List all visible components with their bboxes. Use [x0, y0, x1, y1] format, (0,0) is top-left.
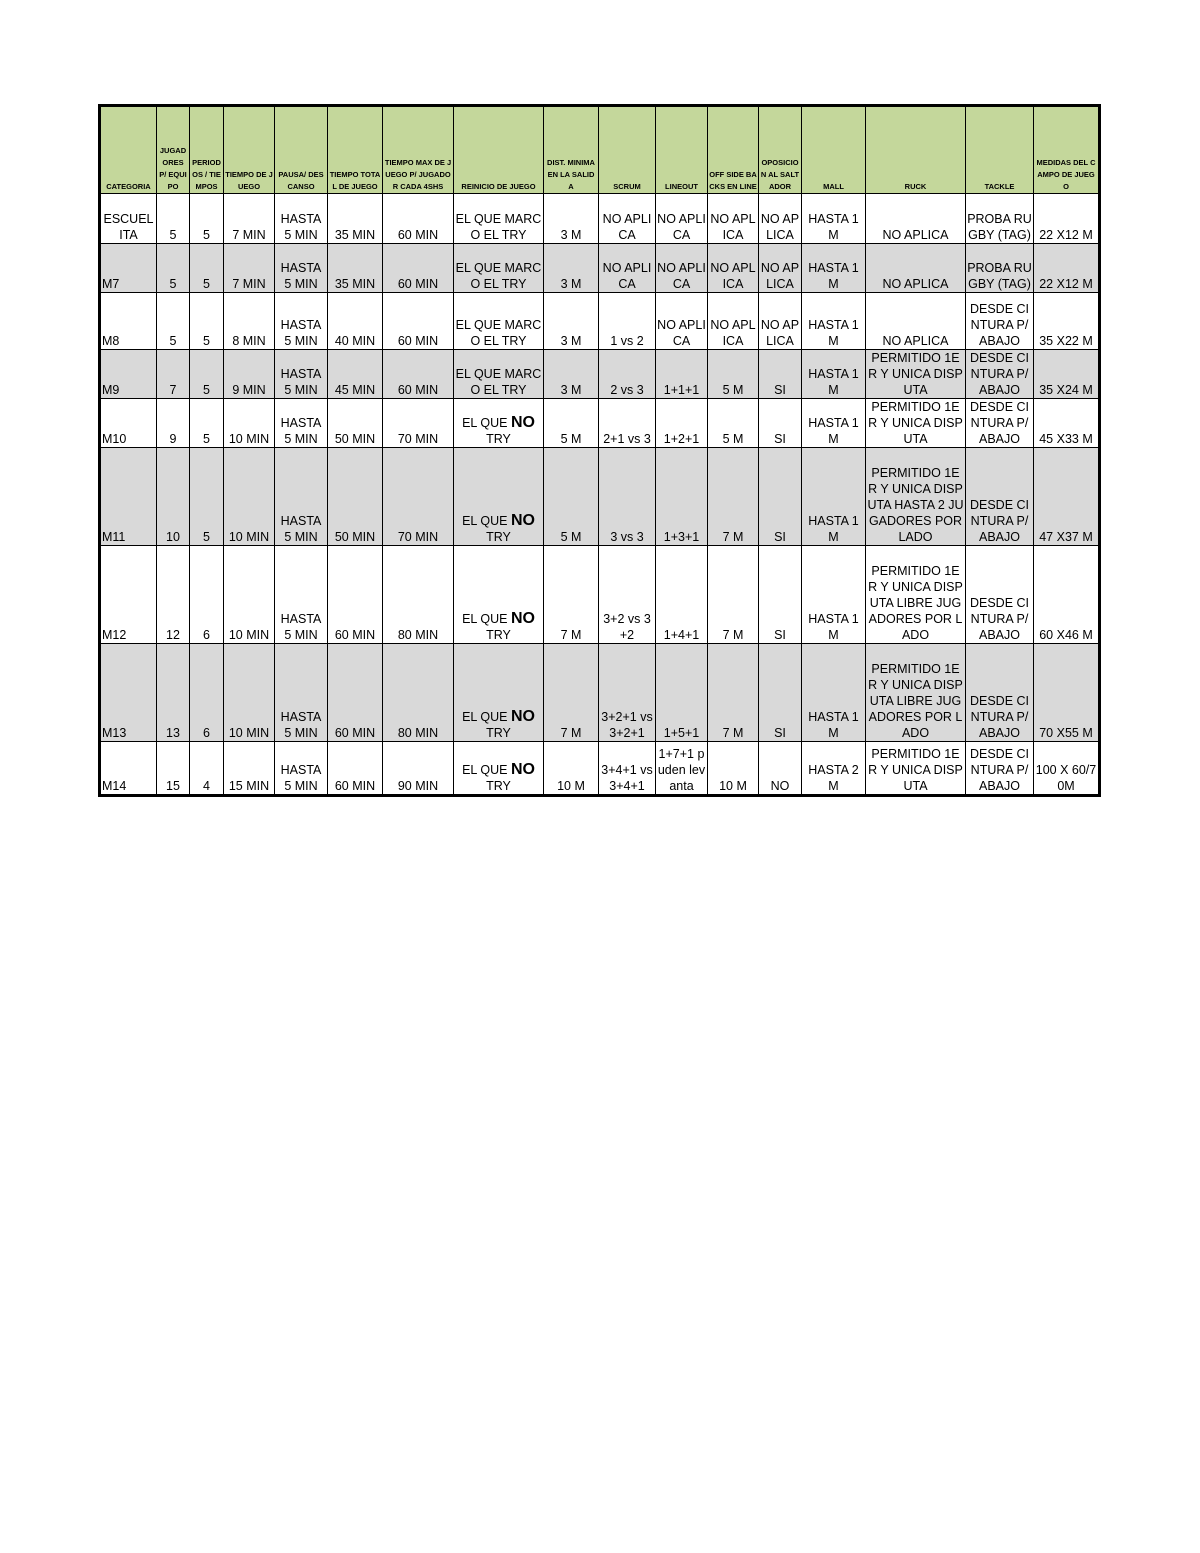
cell-reinicio: EL QUE MARCO EL TRY	[454, 244, 544, 293]
reinicio-prefix: EL QUE	[462, 612, 508, 626]
cell-categoria: M7	[100, 244, 157, 293]
cell-jugadores: 15	[157, 742, 190, 796]
cell-offside: 10 M	[708, 742, 759, 796]
cell-tackle: PROBA RUGBY (TAG)	[966, 194, 1034, 244]
reinicio-suffix: TRY	[486, 726, 511, 740]
table-row	[100, 350, 1100, 399]
cell-pausa: HASTA 5 MIN	[275, 350, 328, 399]
cell-ruck: NO APLICA	[866, 293, 966, 350]
cell-total: 50 MIN	[328, 399, 383, 448]
cell-mall: HASTA 1 M	[802, 244, 866, 293]
cell-reinicio	[454, 546, 544, 644]
cell-tackle: DESDE CINTURA P/ ABAJO	[966, 399, 1034, 448]
reinicio-no-emphasis: NO	[510, 761, 535, 778]
cell-categoria: M12	[100, 546, 157, 644]
cell-dist: 3 M	[544, 244, 599, 293]
cell-max: 80 MIN	[383, 546, 454, 644]
cell-categoria: M9	[100, 350, 157, 399]
header-pausa: PAUSA/ DESCANSO	[275, 106, 328, 194]
header-tiempo-max: TIEMPO MAX DE JUEGO P/ JUGADOR CADA 4SHS	[383, 106, 454, 194]
cell-max: 70 MIN	[383, 399, 454, 448]
cell-oposicion: NO APLICA	[759, 244, 802, 293]
cell-tackle: DESDE CINTURA P/ ABAJO	[966, 546, 1034, 644]
header-offside: OFF SIDE BACKS EN LINE	[708, 106, 759, 194]
cell-mall: HASTA 1 M	[802, 644, 866, 742]
cell-scrum: NO APLICA	[599, 244, 656, 293]
cell-scrum: NO APLICA	[599, 194, 656, 244]
reinicio-no-emphasis: NO	[510, 708, 535, 725]
cell-dist: 5 M	[544, 399, 599, 448]
cell-total: 45 MIN	[328, 350, 383, 399]
reinicio-suffix: TRY	[486, 432, 511, 446]
cell-jugadores: 5	[157, 244, 190, 293]
cell-lineout: 1+5+1	[656, 644, 708, 742]
cell-reinicio	[454, 742, 544, 796]
cell-pausa: HASTA 5 MIN	[275, 448, 328, 546]
cell-tiempo: 10 MIN	[224, 448, 275, 546]
cell-categoria: ESCUELITA	[100, 194, 157, 244]
cell-mall: HASTA 1 M	[802, 546, 866, 644]
header-jugadores: JUGADORES P/ EQUIPO	[157, 106, 190, 194]
cell-ruck: PERMITIDO 1ER Y UNICA DISPUTA	[866, 399, 966, 448]
cell-periodos: 5	[190, 350, 224, 399]
cell-categoria: M10	[100, 399, 157, 448]
header-ruck: RUCK	[866, 106, 966, 194]
header-row	[100, 106, 1100, 194]
cell-lineout: 1+2+1	[656, 399, 708, 448]
cell-medidas: 22 X12 M	[1034, 194, 1100, 244]
cell-lineout: 1+3+1	[656, 448, 708, 546]
cell-dist: 7 M	[544, 546, 599, 644]
cell-lineout: 1+1+1	[656, 350, 708, 399]
cell-scrum: 1 vs 2	[599, 293, 656, 350]
cell-total: 35 MIN	[328, 194, 383, 244]
cell-categoria: M11	[100, 448, 157, 546]
cell-total: 60 MIN	[328, 546, 383, 644]
header-oposicion: OPOSICION AL SALTADOR	[759, 106, 802, 194]
cell-total: 40 MIN	[328, 293, 383, 350]
cell-periodos: 5	[190, 293, 224, 350]
cell-tiempo: 7 MIN	[224, 194, 275, 244]
cell-scrum: 3+2+1 vs 3+2+1	[599, 644, 656, 742]
header-distancia: DIST. MINIMA EN LA SALIDA	[544, 106, 599, 194]
header-scrum: SCRUM	[599, 106, 656, 194]
cell-oposicion: SI	[759, 399, 802, 448]
header-periodos: PERIODOS / TIEMPOS	[190, 106, 224, 194]
header-mall: MALL	[802, 106, 866, 194]
cell-ruck: PERMITIDO 1ER Y UNICA DISPUTA	[866, 742, 966, 796]
cell-offside: 5 M	[708, 399, 759, 448]
table-row	[100, 448, 1100, 546]
cell-oposicion: SI	[759, 448, 802, 546]
cell-categoria: M14	[100, 742, 157, 796]
header-categoria: CATEGORIA	[100, 106, 157, 194]
reinicio-suffix: TRY	[486, 530, 511, 544]
cell-lineout: NO APLICA	[656, 293, 708, 350]
cell-pausa: HASTA 5 MIN	[275, 244, 328, 293]
cell-offside: 5 M	[708, 350, 759, 399]
cell-jugadores: 5	[157, 194, 190, 244]
cell-periodos: 4	[190, 742, 224, 796]
table-row	[100, 546, 1100, 644]
cell-jugadores: 7	[157, 350, 190, 399]
header-lineout: LINEOUT	[656, 106, 708, 194]
header-tiempo-juego: TIEMPO DE JUEGO	[224, 106, 275, 194]
cell-max: 60 MIN	[383, 194, 454, 244]
cell-dist: 5 M	[544, 448, 599, 546]
table-row	[100, 244, 1100, 293]
cell-tiempo: 15 MIN	[224, 742, 275, 796]
cell-scrum: 2 vs 3	[599, 350, 656, 399]
cell-max: 80 MIN	[383, 644, 454, 742]
cell-reinicio: EL QUE MARCO EL TRY	[454, 293, 544, 350]
cell-offside: 7 M	[708, 448, 759, 546]
cell-lineout: 1+7+1 puden levanta	[656, 742, 708, 796]
cell-lineout: NO APLICA	[656, 194, 708, 244]
cell-ruck: NO APLICA	[866, 244, 966, 293]
table-row	[100, 399, 1100, 448]
cell-max: 70 MIN	[383, 448, 454, 546]
cell-offside: 7 M	[708, 546, 759, 644]
cell-medidas: 22 X12 M	[1034, 244, 1100, 293]
cell-total: 35 MIN	[328, 244, 383, 293]
cell-jugadores: 10	[157, 448, 190, 546]
cell-tackle: DESDE CINTURA P/ ABAJO	[966, 742, 1034, 796]
cell-categoria: M8	[100, 293, 157, 350]
cell-max: 60 MIN	[383, 293, 454, 350]
cell-dist: 3 M	[544, 293, 599, 350]
cell-tiempo: 10 MIN	[224, 399, 275, 448]
cell-jugadores: 13	[157, 644, 190, 742]
reinicio-no-emphasis: NO	[510, 610, 535, 627]
table-header	[100, 106, 1100, 194]
cell-medidas: 35 X22 M	[1034, 293, 1100, 350]
reinicio-prefix: EL QUE	[462, 416, 508, 430]
cell-tiempo: 7 MIN	[224, 244, 275, 293]
cell-mall: HASTA 1 M	[802, 448, 866, 546]
cell-periodos: 5	[190, 399, 224, 448]
cell-oposicion: SI	[759, 644, 802, 742]
cell-tiempo: 9 MIN	[224, 350, 275, 399]
cell-jugadores: 5	[157, 293, 190, 350]
header-tackle: TACKLE	[966, 106, 1034, 194]
cell-periodos: 5	[190, 448, 224, 546]
header-reinicio: REINICIO DE JUEGO	[454, 106, 544, 194]
cell-max: 60 MIN	[383, 350, 454, 399]
reinicio-no-emphasis: NO	[510, 512, 535, 529]
cell-offside: NO APLICA	[708, 194, 759, 244]
rugby-rules-table	[98, 104, 1101, 797]
cell-medidas: 35 X24 M	[1034, 350, 1100, 399]
cell-periodos: 6	[190, 644, 224, 742]
cell-scrum: 3+2 vs 3+2	[599, 546, 656, 644]
cell-periodos: 5	[190, 194, 224, 244]
cell-total: 50 MIN	[328, 448, 383, 546]
cell-tackle: DESDE CINTURA P/ ABAJO	[966, 350, 1034, 399]
cell-scrum: 3+4+1 vs 3+4+1	[599, 742, 656, 796]
cell-dist: 10 M	[544, 742, 599, 796]
cell-reinicio	[454, 399, 544, 448]
cell-tiempo: 8 MIN	[224, 293, 275, 350]
reinicio-prefix: EL QUE	[462, 710, 508, 724]
cell-mall: HASTA 1 M	[802, 350, 866, 399]
cell-reinicio	[454, 448, 544, 546]
cell-mall: HASTA 1 M	[802, 399, 866, 448]
cell-tiempo: 10 MIN	[224, 546, 275, 644]
cell-pausa: HASTA 5 MIN	[275, 644, 328, 742]
cell-reinicio	[454, 644, 544, 742]
cell-total: 60 MIN	[328, 742, 383, 796]
cell-oposicion: SI	[759, 546, 802, 644]
cell-categoria: M13	[100, 644, 157, 742]
cell-scrum: 3 vs 3	[599, 448, 656, 546]
cell-medidas: 47 X37 M	[1034, 448, 1100, 546]
cell-ruck: PERMITIDO 1ER Y UNICA DISPUTA LIBRE JUGADORES POR LADO	[866, 644, 966, 742]
cell-medidas: 70 X55 M	[1034, 644, 1100, 742]
reinicio-prefix: EL QUE	[462, 763, 508, 777]
cell-oposicion: NO APLICA	[759, 194, 802, 244]
cell-reinicio: EL QUE MARCO EL TRY	[454, 194, 544, 244]
cell-medidas: 60 X46 M	[1034, 546, 1100, 644]
cell-ruck: NO APLICA	[866, 194, 966, 244]
table-row	[100, 194, 1100, 244]
header-medidas: MEDIDAS DEL CAMPO DE JUEGO	[1034, 106, 1100, 194]
reinicio-suffix: TRY	[486, 628, 511, 642]
cell-dist: 3 M	[544, 350, 599, 399]
cell-tackle: DESDE CINTURA P/ ABAJO	[966, 644, 1034, 742]
table-row	[100, 644, 1100, 742]
cell-mall: HASTA 1 M	[802, 194, 866, 244]
cell-max: 90 MIN	[383, 742, 454, 796]
cell-pausa: HASTA 5 MIN	[275, 399, 328, 448]
cell-medidas: 100 X 60/70M	[1034, 742, 1100, 796]
table-row	[100, 742, 1100, 796]
cell-scrum: 2+1 vs 3	[599, 399, 656, 448]
cell-reinicio: EL QUE MARCO EL TRY	[454, 350, 544, 399]
cell-pausa: HASTA 5 MIN	[275, 194, 328, 244]
reinicio-suffix: TRY	[486, 779, 511, 793]
reinicio-prefix: EL QUE	[462, 514, 508, 528]
cell-tackle: DESDE CINTURA P/ ABAJO	[966, 448, 1034, 546]
table-body	[100, 194, 1100, 796]
cell-ruck: PERMITIDO 1ER Y UNICA DISPUTA LIBRE JUGADORES POR LADO	[866, 546, 966, 644]
cell-pausa: HASTA 5 MIN	[275, 293, 328, 350]
table-row	[100, 293, 1100, 350]
cell-total: 60 MIN	[328, 644, 383, 742]
cell-periodos: 5	[190, 244, 224, 293]
cell-dist: 7 M	[544, 644, 599, 742]
cell-max: 60 MIN	[383, 244, 454, 293]
cell-mall: HASTA 2 M	[802, 742, 866, 796]
cell-ruck: PERMITIDO 1ER Y UNICA DISPUTA HASTA 2 JUGADORES POR LADO	[866, 448, 966, 546]
cell-jugadores: 12	[157, 546, 190, 644]
cell-oposicion: NO APLICA	[759, 293, 802, 350]
cell-lineout: 1+4+1	[656, 546, 708, 644]
cell-lineout: NO APLICA	[656, 244, 708, 293]
cell-oposicion: NO	[759, 742, 802, 796]
cell-tiempo: 10 MIN	[224, 644, 275, 742]
cell-dist: 3 M	[544, 194, 599, 244]
cell-tackle: DESDE CINTURA P/ABAJO	[966, 293, 1034, 350]
cell-oposicion: SI	[759, 350, 802, 399]
cell-offside: 7 M	[708, 644, 759, 742]
cell-pausa: HASTA 5 MIN	[275, 546, 328, 644]
cell-jugadores: 9	[157, 399, 190, 448]
cell-mall: HASTA 1 M	[802, 293, 866, 350]
cell-periodos: 6	[190, 546, 224, 644]
cell-medidas: 45 X33 M	[1034, 399, 1100, 448]
cell-ruck: PERMITIDO 1ER Y UNICA DISPUTA	[866, 350, 966, 399]
header-tiempo-total: TIEMPO TOTAL DE JUEGO	[328, 106, 383, 194]
reinicio-no-emphasis: NO	[510, 414, 535, 431]
cell-tackle: PROBA RUGBY (TAG)	[966, 244, 1034, 293]
cell-offside: NO APLICA	[708, 293, 759, 350]
cell-offside: NO APLICA	[708, 244, 759, 293]
cell-pausa: HASTA 5 MIN	[275, 742, 328, 796]
